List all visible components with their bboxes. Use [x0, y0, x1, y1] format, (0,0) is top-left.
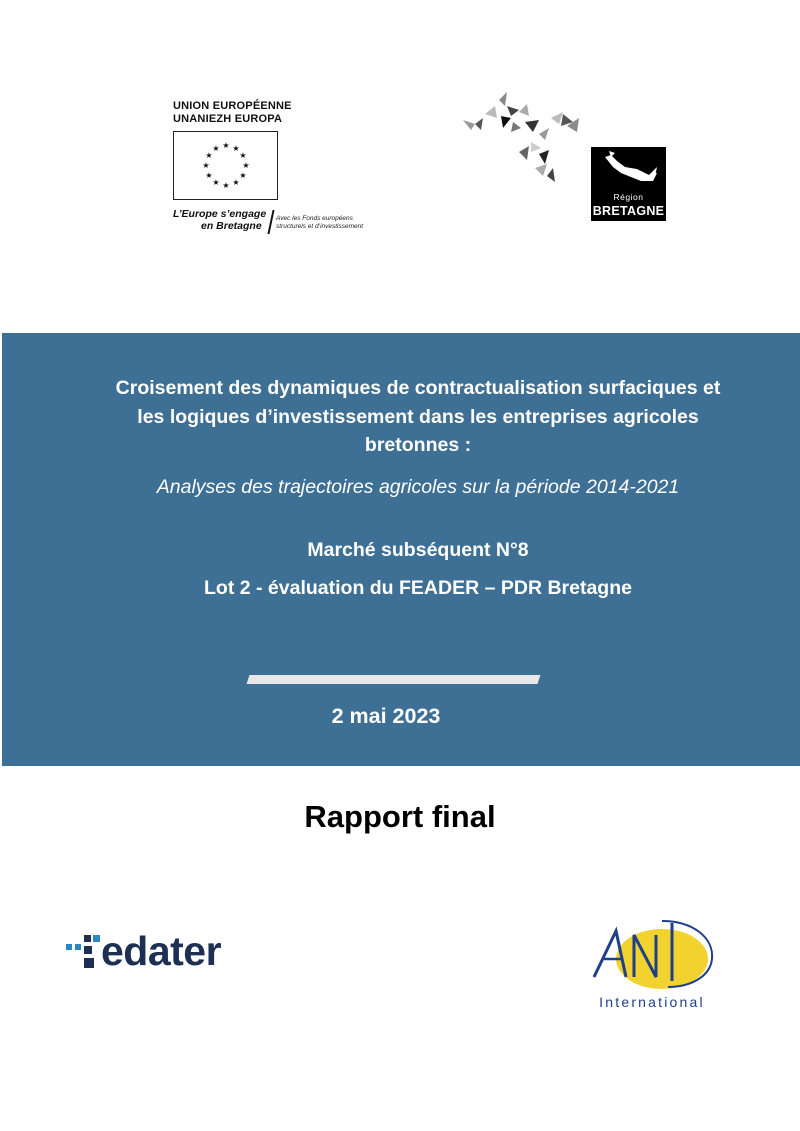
lot-label: Lot 2 - évaluation du FEADER – PDR Bretagne [204, 577, 632, 599]
eu-slogan-sub2: structurels et d’investissement [276, 223, 364, 230]
svg-text:★: ★ [205, 171, 213, 180]
region-word-bretagne: BRETAGNE [592, 204, 665, 218]
eu-slogan-sub1: Avec les Fonds européens [276, 215, 353, 222]
eu-name-fr: UNION EUROPÉENNE [173, 100, 292, 112]
eu-slogan-line2: en Bretagne [201, 220, 262, 232]
eu-name-br: UNANIEZH EUROPA [173, 113, 283, 125]
report-type: Rapport final [304, 799, 496, 834]
region-stars-icon [455, 92, 590, 184]
eu-slogan-slash [267, 210, 274, 234]
svg-text:★: ★ [232, 178, 240, 187]
svg-text:★: ★ [232, 144, 240, 153]
svg-text:★: ★ [239, 171, 247, 180]
report-title-line2: les logiques d’investissement dans les entreprises agricoles [137, 405, 699, 428]
edater-squares-icon [66, 932, 102, 974]
marche-label: Marché subséquent N°8 [307, 539, 529, 561]
divider-bar [247, 675, 541, 684]
report-title-line1: Croisement des dynamiques de contractualisation surfaciques et [115, 377, 721, 399]
report-title [60, 374, 776, 460]
eu-stars-icon [174, 132, 277, 199]
eu-slogan-line1: L’Europe s’engage [173, 208, 267, 220]
edater-logo-text: edater [101, 928, 222, 974]
svg-text:★: ★ [205, 151, 213, 160]
and-international-logo [582, 915, 722, 995]
region-bretagne-logo [591, 147, 666, 221]
report-title-line3: bretonnes : [364, 434, 472, 456]
svg-text:★: ★ [222, 141, 230, 150]
region-word-region: Région [613, 192, 644, 202]
eu-slogan [173, 208, 383, 238]
svg-text:★: ★ [239, 151, 247, 160]
region-ermine-icon [591, 147, 666, 191]
eu-logo-title [173, 100, 292, 126]
eu-flag-icon [173, 131, 278, 200]
report-subtitle: Analyses des trajectoires agricoles sur la période 2014-2021 [156, 476, 680, 498]
svg-text:★: ★ [212, 178, 220, 187]
svg-text:★: ★ [212, 144, 220, 153]
and-international-text: International [599, 994, 705, 1010]
svg-text:★: ★ [222, 181, 230, 190]
svg-text:★: ★ [202, 161, 210, 170]
svg-text:★: ★ [242, 161, 250, 170]
report-date: 2 mai 2023 [331, 704, 441, 728]
